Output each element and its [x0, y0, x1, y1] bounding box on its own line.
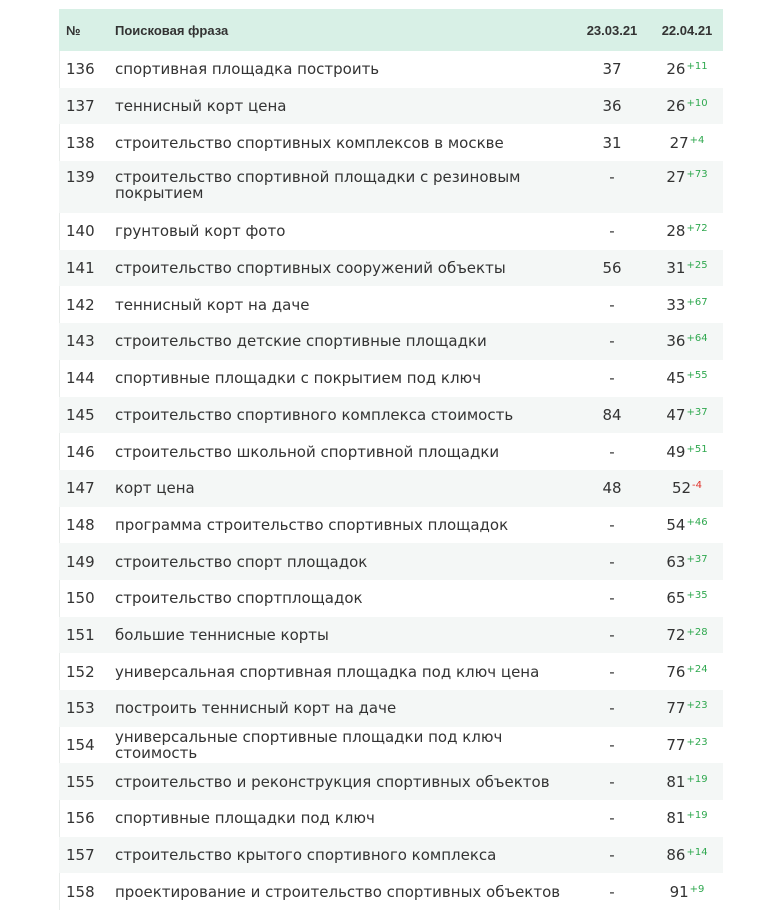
row-position-date-2: 36 [666, 332, 686, 351]
row-position-date-1: 56 [602, 259, 622, 278]
row-number: 156 [66, 809, 95, 828]
row-position-change: +64 [686, 333, 708, 345]
table-row [59, 433, 723, 470]
header-search-phrase: Поисковая фраза [115, 22, 229, 38]
row-search-phrase: строительство спортивных комплексов в москве [115, 133, 504, 152]
table-row [59, 873, 723, 910]
row-number: 138 [66, 133, 95, 152]
row-number: 154 [66, 736, 95, 755]
row-number: 143 [66, 332, 95, 351]
row-position-date-1: - [609, 882, 615, 901]
row-number: 152 [66, 662, 95, 681]
row-position-date-2: 52 [671, 479, 692, 498]
row-position-date-2-cell [651, 433, 723, 470]
table-row [59, 690, 723, 727]
row-position-date-2-cell [651, 690, 723, 727]
row-search-phrase: строительство спортивных сооружений объекты [115, 259, 506, 278]
row-position-change: +25 [686, 260, 708, 272]
row-search-phrase: спортивные площадки под ключ [115, 809, 375, 828]
row-position-date-2: 72 [666, 625, 686, 644]
row-position-date-2: 28 [666, 222, 686, 241]
row-number: 145 [66, 405, 95, 424]
row-number: 157 [66, 846, 95, 865]
row-position-date-2: 26 [666, 60, 686, 79]
row-number: 140 [66, 222, 95, 241]
table-row [59, 88, 723, 125]
row-number: 136 [66, 60, 95, 79]
row-position-change: +37 [686, 553, 708, 565]
row-position-date-1: - [609, 736, 615, 755]
row-search-phrase: корт цена [115, 479, 195, 498]
table-body [59, 51, 723, 910]
row-position-date-2-cell [651, 397, 723, 434]
table-row [59, 727, 723, 764]
row-search-phrase: грунтовый корт фото [115, 222, 286, 241]
row-search-phrase: спортивные площадки с покрытием под ключ [115, 369, 482, 388]
row-number: 153 [66, 699, 95, 718]
row-search-phrase: строительство спортплощадок [115, 589, 363, 608]
row-position-date-2: 65 [666, 589, 686, 608]
row-position-date-2-cell [651, 124, 723, 161]
row-number: 144 [66, 369, 95, 388]
row-position-change: +14 [686, 847, 708, 859]
row-search-phrase: универсальные спортивные площадки под ключ стоимость [115, 728, 503, 763]
row-position-change: +23 [686, 700, 708, 712]
table-row [59, 250, 723, 287]
row-position-date-2-cell [651, 250, 723, 287]
row-position-date-2-cell [651, 873, 723, 910]
header-date-2: 22.04.21 [661, 22, 713, 38]
row-number: 142 [66, 295, 95, 314]
row-search-phrase: строительство детские спортивные площадки [115, 332, 487, 351]
row-position-date-2: 27 [669, 133, 689, 152]
row-position-date-1: 37 [602, 60, 622, 79]
row-position-date-2-cell [651, 51, 723, 88]
row-position-date-1: - [609, 168, 615, 187]
row-number: 155 [66, 772, 95, 791]
table-row [59, 360, 723, 397]
row-position-date-2: 27 [666, 168, 686, 187]
row-position-change: +23 [686, 737, 708, 749]
row-position-date-2: 31 [666, 259, 686, 278]
row-position-date-2: 33 [666, 295, 686, 314]
row-position-date-1: 84 [602, 405, 622, 424]
row-position-date-2: 91 [669, 882, 689, 901]
row-position-date-2: 77 [666, 736, 686, 755]
row-position-date-2-cell [651, 323, 723, 360]
row-search-phrase: универсальная спортивная площадка под ключ цена [115, 662, 540, 681]
row-position-date-2-cell [651, 360, 723, 397]
row-position-date-1: - [609, 699, 615, 718]
table-row [59, 617, 723, 654]
row-position-date-2: 54 [666, 515, 686, 534]
row-position-date-1: - [609, 772, 615, 791]
table-row [59, 837, 723, 874]
row-position-date-2-cell [651, 800, 723, 837]
table-row [59, 470, 723, 507]
row-search-phrase: проектирование и строительство спортивных объектов [115, 882, 561, 901]
table-row [59, 323, 723, 360]
row-position-change: +4 [689, 134, 705, 146]
row-search-phrase: строительство спортивной площадки с резиновым покрытием [115, 168, 521, 203]
row-position-change: -4 [692, 480, 703, 492]
row-position-change: +10 [686, 98, 708, 110]
row-search-phrase: теннисный корт цена [115, 97, 287, 116]
row-search-phrase: теннисный корт на даче [115, 295, 310, 314]
row-position-date-2: 49 [666, 442, 686, 461]
row-position-date-2-cell [651, 88, 723, 125]
row-position-date-2: 86 [666, 846, 686, 865]
row-position-date-1: - [609, 625, 615, 644]
row-position-date-1: - [609, 809, 615, 828]
row-position-change: +37 [686, 406, 708, 418]
row-number: 150 [66, 589, 95, 608]
table-row [59, 51, 723, 88]
row-position-date-2-cell [651, 580, 723, 617]
row-search-phrase: большие теннисные корты [115, 625, 329, 644]
row-number: 141 [66, 259, 95, 278]
keyword-positions-table-container [59, 9, 723, 910]
row-position-date-1: 31 [602, 133, 622, 152]
row-position-date-2-cell [651, 617, 723, 654]
row-search-phrase: строительство спорт площадок [115, 552, 368, 571]
table-row [59, 653, 723, 690]
row-position-date-2: 81 [666, 809, 686, 828]
row-position-date-2-cell [651, 470, 723, 507]
row-position-date-1: - [609, 332, 615, 351]
row-position-date-1: - [609, 222, 615, 241]
row-position-change: +9 [689, 883, 705, 895]
row-position-change: +51 [686, 443, 708, 455]
row-position-change: +73 [686, 169, 708, 181]
row-search-phrase: строительство и реконструкция спортивных объектов [115, 772, 550, 791]
row-position-change: +11 [686, 61, 708, 73]
row-position-date-2: 26 [666, 97, 686, 116]
table-row [59, 397, 723, 434]
table-row [59, 800, 723, 837]
table-row [59, 543, 723, 580]
row-position-date-1: - [609, 369, 615, 388]
row-search-phrase: программа строительство спортивных площадок [115, 515, 509, 534]
header-date-1: 23.03.21 [586, 22, 638, 38]
keyword-positions-table [59, 9, 723, 910]
row-search-phrase: строительство спортивного комплекса стоимость [115, 405, 514, 424]
row-position-date-1: 48 [602, 479, 622, 498]
row-position-date-2: 81 [666, 772, 686, 791]
row-position-date-1: - [609, 846, 615, 865]
row-position-date-2-cell [651, 507, 723, 544]
table-row [59, 124, 723, 161]
row-position-date-2-cell [651, 543, 723, 580]
row-position-date-1: - [609, 515, 615, 534]
row-position-date-2: 45 [666, 369, 686, 388]
table-row [59, 213, 723, 250]
row-position-date-1: - [609, 552, 615, 571]
row-position-date-1: - [609, 295, 615, 314]
row-position-date-2: 76 [666, 662, 686, 681]
table-row [59, 507, 723, 544]
row-position-change: +46 [686, 516, 708, 528]
table-row [59, 286, 723, 323]
row-number: 148 [66, 515, 95, 534]
table-row [59, 763, 723, 800]
row-search-phrase: строительство крытого спортивного комплекса [115, 846, 497, 865]
row-position-change: +24 [686, 663, 708, 675]
row-position-date-2-cell [651, 653, 723, 690]
table-row [59, 161, 723, 213]
table-row [59, 580, 723, 617]
row-number: 137 [66, 97, 95, 116]
row-number: 147 [66, 479, 95, 498]
row-position-date-2-cell [651, 161, 723, 213]
row-position-date-1: - [609, 662, 615, 681]
row-number: 139 [66, 168, 95, 187]
row-position-date-2-cell [651, 727, 723, 764]
row-position-date-2: 47 [666, 405, 686, 424]
row-search-phrase: спортивная площадка построить [115, 60, 380, 79]
row-number: 151 [66, 625, 95, 644]
row-search-phrase: строительство школьной спортивной площадки [115, 442, 500, 461]
row-number: 149 [66, 552, 95, 571]
row-number: 158 [66, 882, 95, 901]
row-position-change: +28 [686, 626, 708, 638]
row-position-date-2-cell [651, 837, 723, 874]
row-position-date-2-cell [651, 763, 723, 800]
row-position-change: +35 [686, 590, 708, 602]
row-number: 146 [66, 442, 95, 461]
row-search-phrase: построить теннисный корт на даче [115, 699, 397, 718]
row-position-change: +72 [686, 223, 708, 235]
row-position-date-2: 63 [666, 552, 686, 571]
row-position-change: +67 [686, 296, 708, 308]
row-position-date-2-cell [651, 213, 723, 250]
table-header [59, 9, 723, 51]
row-position-date-2: 77 [666, 699, 686, 718]
row-position-date-1: - [609, 442, 615, 461]
row-position-date-1: - [609, 589, 615, 608]
header-number: № [66, 22, 81, 38]
row-position-change: +19 [686, 773, 708, 785]
row-position-change: +19 [686, 810, 708, 822]
row-position-date-2-cell [651, 286, 723, 323]
row-position-date-1: 36 [602, 97, 622, 116]
table-header-row [59, 9, 723, 51]
row-position-change: +55 [686, 370, 708, 382]
